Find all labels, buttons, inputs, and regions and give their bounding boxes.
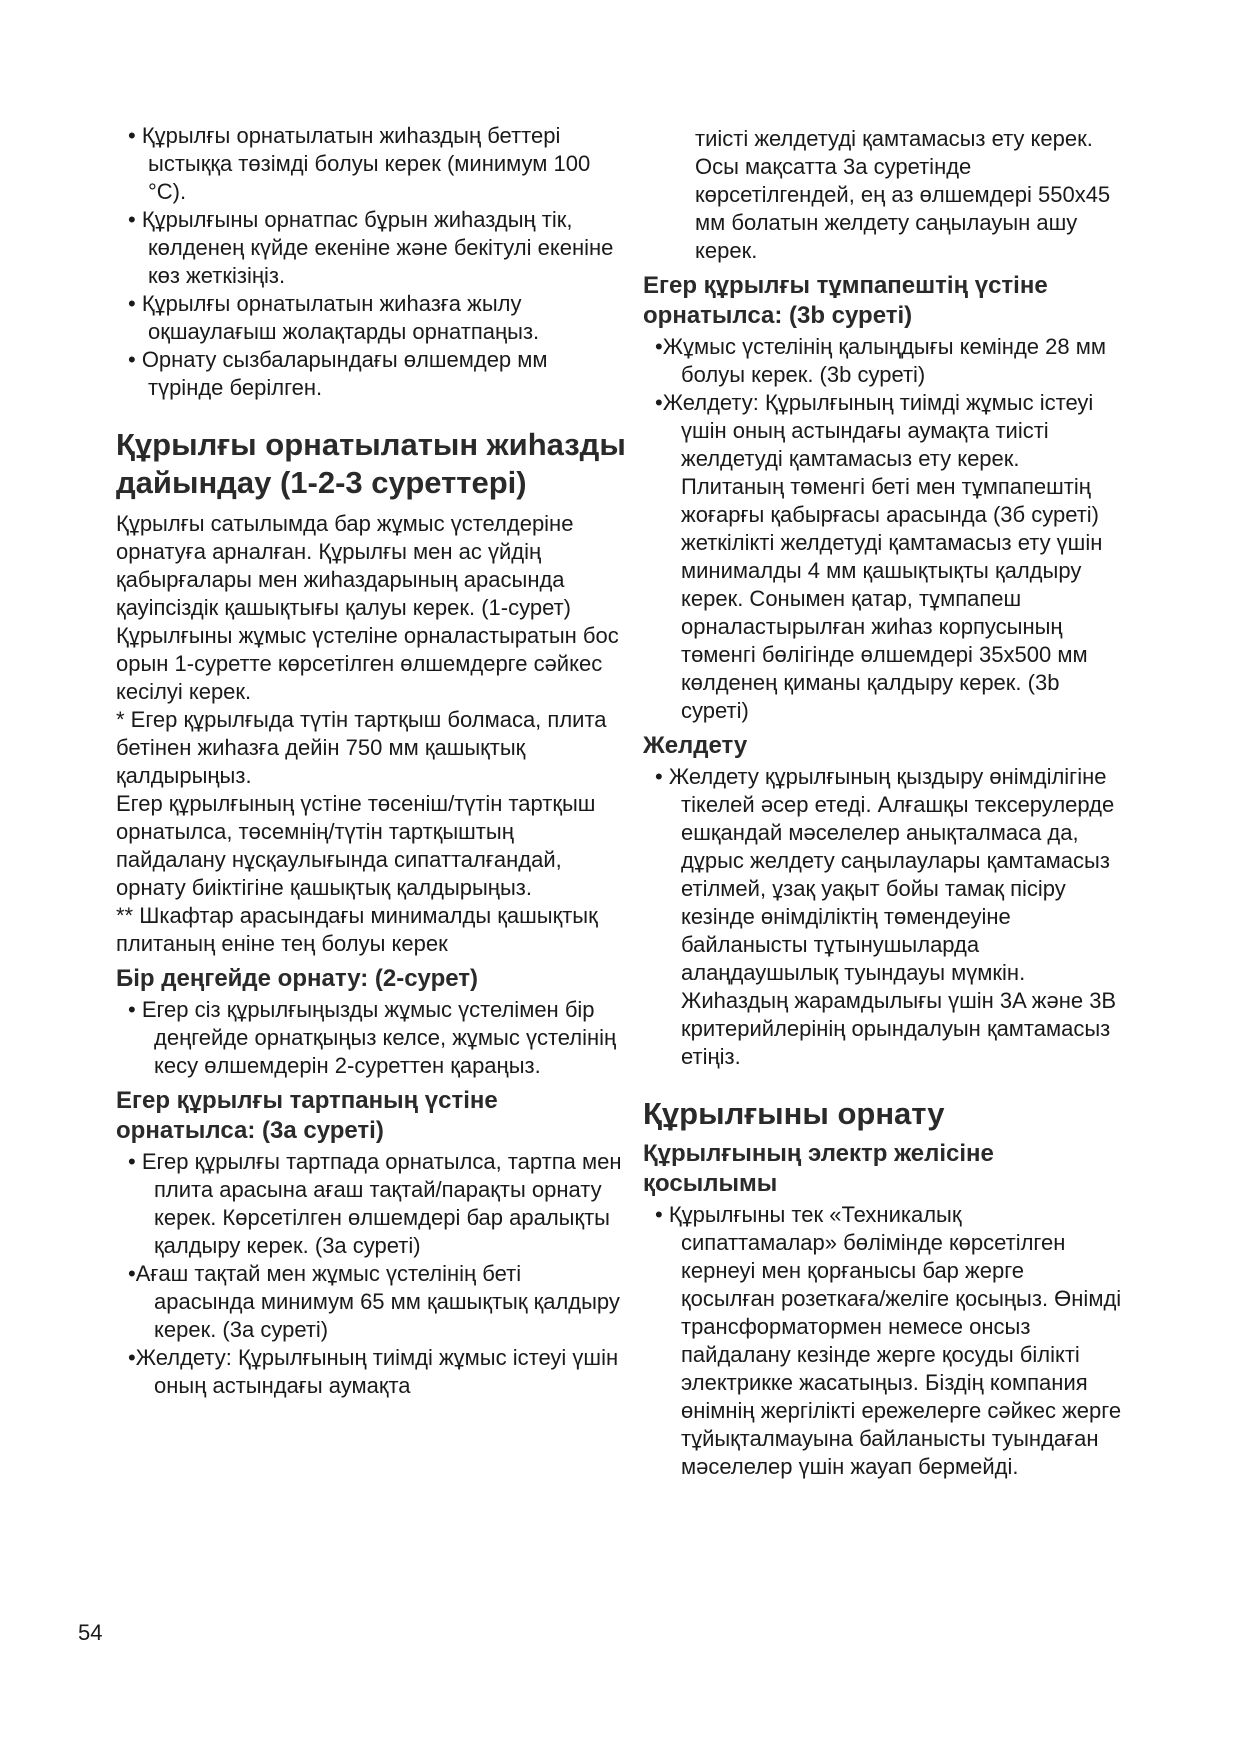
drawer-bullet: •Ағаш тақтай мен жұмыс үстелінің беті арасында минимум 65 мм қашықтық қалдыру керек. (3a суреті) xyxy=(128,1261,620,1342)
section-paragraph: ** Шкафтар арасындағы минималды қашықтық плитаның еніне тең болуы керек xyxy=(116,903,598,956)
ventilation-title: Желдету xyxy=(643,732,748,759)
intro-bullet: • Құрылғыны орнатпас бұрын жиһаздың тік, көлденең күйде екеніне және бекітулі екеніне көз жеткізіңіз. xyxy=(128,207,614,288)
oven-install-title: Егер құрылғы тұмпапештің үстіне орнатылса: (3b суреті) xyxy=(643,272,1048,329)
section-paragraph: Егер құрылғының үстіне төсеніш/түтін тартқыш орнатылса, төсемнің/түтін тартқыштың пайдалану нұсқаулығында сипатталғандай, орнату биіктігіне қашықтық қалдырыңыз. xyxy=(116,791,596,900)
oven-bullet: •Желдету: Құрылғының тиімді жұмыс істеуі үшін оның астындағы аумақта тиісті желдетуді қамтамасыз ету керек. Плитаның төменгі беті мен тұмпапештің жоғарғы қабырғасы арасында (3б суреті) жеткілікті желдетуді қамтамасыз ету үшін минималды 4 мм қашықтықты қалдыру керек. Сонымен қатар, тұмпапеш орналастырылған жиһаз корпусының төменгі бөлігінде өлшемдері 35x500 мм көлденең қиманы қалдыру керек. (3b суреті) xyxy=(655,390,1103,723)
intro-bullet: • Орнату сызбаларындағы өлшемдер мм түрінде берілген. xyxy=(128,347,548,400)
right-column xyxy=(643,125,1123,1481)
section-title: Құрылғы орнатылатын жиһазды дайындау (1-2-3 суреттері) xyxy=(116,427,626,500)
electric-bullet: • Құрылғыны тек «Техникалық сипаттамалар» бөлімінде көрсетілген кернеуі мен қорғанысы бар жерге қосылған розеткаға/желіге қосыңыз. Өнімді трансформатормен немесе онсыз пайдалану кезінде жерге қосуды білікті электрикке жасатыңыз. Біздің компания өнімнің жергілікті ережелерге сәйкес жерге тұйықталмауына байланысты туындаған мәселелер үшін жауап бермейді. xyxy=(655,1202,1122,1479)
section-paragraph: * Егер құрылғыда түтін тартқыш болмаса, плита бетінен жиһазға дейін 750 мм қашықтық қалдырыңыз. xyxy=(116,707,607,788)
left-column xyxy=(116,122,626,1400)
drawer-bullet: • Егер құрылғы тартпада орнатылса, тартпа мен плита арасына ағаш тақтай/парақты орнату керек. Көрсетілген өлшемдері бар аралықты қалдыру керек. (3a суреті) xyxy=(128,1149,622,1258)
oven-bullet: •Жұмыс үстелінің қалыңдығы кемінде 28 мм болуы керек. (3b суреті) xyxy=(655,334,1106,387)
continuation-text: тиісті желдетуді қамтамасыз ету керек. Осы мақсатта 3a суретінде көрсетілгендей, ең аз өлшемдері 550x45 мм болатын желдету саңылауын ашу керек. xyxy=(695,126,1111,263)
intro-bullet: • Құрылғы орнатылатын жиһаздың беттері ыстыққа төзімді болуы керек (минимум 100 °C). xyxy=(128,123,591,204)
drawer-install-title: Егер құрылғы тартпаның үстіне орнатылса: (3a суреті) xyxy=(116,1087,498,1144)
drawer-bullet: •Желдету: Құрылғының тиімді жұмыс істеуі үшін оның астындағы аумақта xyxy=(128,1345,619,1398)
ventilation-bullet: • Желдету құрылғының қыздыру өнімділігіне тікелей әсер етеді. Алғашқы тексерулерде ешқандай мәселелер анықталмаса да, дұрыс желдету саңылаулары қамтамасыз етілмей, ұзақ уақыт бойы тамақ пісіру кезінде өнімділіктің төмендеуіне байланысты тұтынушыларда алаңдаушылық туындауы мүмкін. Жиһаздың жарамдылығы үшін 3A және 3B критерийлерінің орындалуын қамтамасыз етіңіз. xyxy=(655,764,1117,1069)
level-install-title: Бір деңгейде орнату: (2-сурет) xyxy=(116,965,479,992)
install-title: Құрылғыны орнату xyxy=(643,1096,945,1131)
page-number: 54 xyxy=(78,1620,103,1645)
section-paragraph: Құрылғы сатылымда бар жұмыс үстелдеріне орнатуға арналған. Құрылғы мен ас үйдің қабырғалары мен жиһаздарының арасында қауіпсіздік қашықтығы қалуы керек. (1-сурет) Құрылғыны жұмыс үстеліне орналастыратын бос орын 1-суретте көрсетілген өлшемдерге сәйкес кесілуі керек. xyxy=(116,511,619,704)
electric-connection-title: Құрылғының электр желісіне қосылымы xyxy=(643,1140,994,1197)
intro-bullet: • Құрылғы орнатылатын жиһазға жылу оқшаулағыш жолақтарды орнатпаңыз. xyxy=(128,291,540,344)
level-bullet: • Егер сіз құрылғыңызды жұмыс үстелімен бір деңгейде орнатқыңыз келсе, жұмыс үстелінің кесу өлшемдерін 2-суреттен қараңыз. xyxy=(128,997,617,1078)
